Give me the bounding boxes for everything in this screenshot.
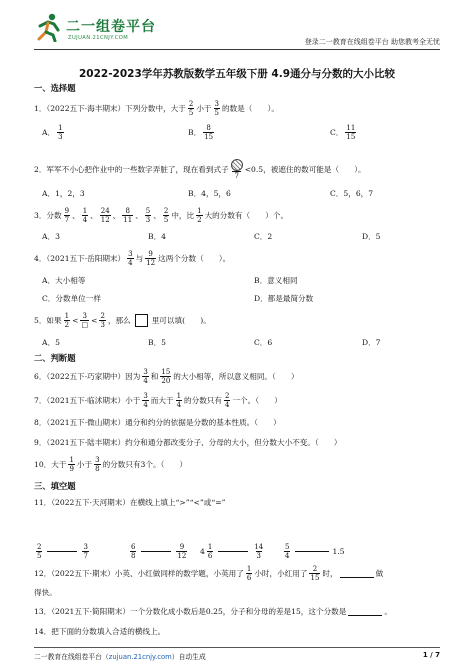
logo-url: ZUJUAN.21CNJY.COM [68, 35, 129, 41]
site-logo[interactable] [34, 12, 184, 46]
question-1 [34, 100, 279, 116]
fraction: $\frac{6}{8}$ [131, 542, 136, 560]
fraction: $\frac{9}{12}$ [146, 249, 156, 267]
header-divider [34, 49, 440, 50]
answer-blank[interactable] [295, 551, 329, 552]
fraction: $\frac{2}{3}$ [100, 311, 105, 329]
compare-pair-1 [34, 538, 91, 564]
q2-option-c[interactable]: C．5，6，7 [330, 188, 374, 198]
fraction: $\frac{1}{9}$ [69, 455, 74, 473]
answer-blank[interactable] [218, 551, 248, 552]
fraction: $\frac{9}{7}$ [64, 206, 70, 224]
logo-text: 二一组卷平台 [66, 19, 156, 35]
fraction: $\frac{3}{4}$ [143, 367, 148, 385]
footer-link[interactable]: zujuan.21cnjy.com [108, 653, 172, 661]
fraction: $\frac{2}{15}$ [310, 564, 320, 582]
fraction: $\frac{1}{6}$ [246, 564, 252, 582]
header-slogan: 登录二一教育在线组卷平台 助您教考全无忧 [304, 38, 440, 46]
question-11: 11．（2022五下·天河期末）在横线上填上“>”“<”或“=” [34, 497, 226, 507]
fraction: $\frac{9}{12}$ [177, 542, 187, 560]
q3-option-a[interactable]: A．3 [42, 231, 60, 241]
q5-option-d[interactable]: D．7 [362, 337, 381, 347]
question-14: 14．把下面的分数填入合适的横线上。 [34, 626, 166, 636]
q5-option-c[interactable]: C．6 [254, 337, 273, 347]
q2-text-pre: 2．军军不小心把作业中的一些数字弄脏了，现在看到式子 [34, 164, 229, 174]
q4-option-c[interactable]: C．分数单位一样 [42, 293, 101, 303]
compare-pair-4: $\frac{5}{4}$ 1.5 [285, 542, 345, 560]
question-7: 7．（2021五下·临沭期末）小于 $\frac{3}{4}$ 而大于 $\frac{1}{4}$ 的分数只有 $\frac{2}{4}$ 一个。（ ） [34, 391, 282, 409]
answer-blank[interactable] [348, 607, 382, 616]
fraction: $\frac{2}{5}$ [163, 206, 169, 224]
answer-blank[interactable] [340, 569, 374, 578]
fraction: $\frac{3}{8}$ [95, 455, 100, 473]
question-5: 5．如果 $\frac{1}{2}$ < $\frac{3}{□}$ < $\frac{2}{3}$ ，那么 里可以填( )。 [34, 311, 211, 329]
q3-option-d[interactable]: D．5 [362, 231, 381, 241]
answer-blank[interactable] [141, 551, 171, 552]
runner-logo-icon [34, 12, 62, 42]
fraction: $\frac{3}{4}$ [128, 249, 133, 267]
compare-pair-3: 4 $\frac{1}{6}$ $\frac{14}{3}$ [200, 542, 264, 560]
section-heading-judge: 二、判断题 [34, 353, 76, 363]
fraction: $\frac{1}{2}$ [64, 311, 70, 329]
fraction: $\frac{1}{4}$ [176, 391, 182, 409]
footer-text: 二一教育在线组卷平台（zujuan.21cnjy.com）自动生成 [34, 653, 206, 661]
q1-option-a[interactable]: A． $\frac{1}{3}$ [42, 123, 63, 141]
question-13: 13．（2021五下·简阳期末）一个分数化成小数后是0.25，分子和分母的差是15，这个分数是 。 [34, 606, 392, 616]
fraction: $\frac{1}{6}$ [207, 542, 213, 560]
fraction: $\frac{3}{7}$ [83, 542, 88, 560]
q4-option-d[interactable]: D．都是最简分数 [254, 293, 314, 303]
question-6: 6．（2022五下·巧家期中）因为 $\frac{3}{4}$ 和 $\frac{15}{20}$ 的大小相等，所以意义相同。（ ） [34, 367, 299, 385]
covered-fraction: 7 [231, 159, 243, 180]
fraction: $\frac{24}{12}$ [100, 206, 110, 224]
fraction: $\frac{8}{11}$ [123, 206, 133, 224]
fraction: $\frac{2}{5}$ [188, 99, 194, 117]
fraction: $\frac{5}{4}$ [285, 542, 290, 560]
blank-box [135, 314, 148, 327]
question-8: 8．（2021五下·微山期末）通分和约分的依据是分数的基本性质。（ ） [34, 417, 281, 427]
q3-option-c[interactable]: C．2 [254, 231, 273, 241]
q5-option-a[interactable]: A．5 [42, 337, 60, 347]
q2-option-a[interactable]: A．1，2，3 [42, 188, 85, 198]
question-2 [34, 158, 366, 180]
smudge-icon [231, 159, 243, 171]
q1-text-pre: 1．（2022五下·海丰期末）下列分数中，大于 [34, 103, 186, 113]
compare-pair-2 [128, 538, 189, 564]
q1-option-b[interactable]: B． $\frac{8}{15}$ [188, 123, 214, 141]
fraction: $\frac{14}{3}$ [254, 542, 264, 560]
question-3: 3．分数 $\frac{9}{7}$ 、 $\frac{1}{4}$ 、 $\frac{24}{12}$ 、 $\frac{8}{11}$ 、 $\frac{5}{3}$ 、 $\frac{2}{5}$ 中，比 $\frac{1}{2}$ 大的分数有（ ）个。 [34, 206, 289, 224]
page-number: 1 / 7 [422, 651, 440, 659]
fraction: $\frac{15}{20}$ [161, 367, 171, 385]
question-12: 12．（2022五下·期末）小英、小红做同样的数学题，小英用了 $\frac{1}{6}$ 小时，小红用了 $\frac{2}{15}$ 时， 做 [34, 564, 384, 582]
fraction: $\frac{1}{2}$ [197, 206, 202, 224]
footer-divider [34, 647, 440, 648]
q3-option-b[interactable]: B．4 [148, 231, 167, 241]
section-heading-choice: 一、选择题 [34, 83, 76, 93]
question-4: 4．（2021五下·岳阳期末） $\frac{3}{4}$ 与 $\frac{9}{12}$ 这两个分数（ ）。 [34, 249, 231, 267]
question-12-cont: 得快。 [34, 587, 57, 597]
q1-option-c[interactable]: C． $\frac{11}{15}$ [330, 123, 356, 141]
q2-option-b[interactable]: B．4，5，6 [188, 188, 231, 198]
section-heading-fill: 三、填空题 [34, 481, 76, 491]
fraction: $\frac{5}{3}$ [145, 206, 151, 224]
q1-text-mid: 小于 [196, 103, 212, 113]
answer-blank[interactable] [47, 551, 77, 552]
q4-option-b[interactable]: B．意义相同 [254, 275, 298, 285]
fraction: $\frac{1}{4}$ [82, 206, 88, 224]
q4-option-a[interactable]: A．大小相等 [42, 275, 86, 285]
fraction: $\frac{2}{4}$ [225, 391, 230, 409]
question-10: 10．大于 $\frac{1}{9}$ 小于 $\frac{3}{8}$ 的分数只有3个。（ ） [34, 455, 188, 473]
fraction: $\frac{2}{5}$ [37, 542, 42, 560]
question-9: 9．（2021五下·陆丰期末）约分和通分都改变分子、分母的大小，但分数大小不变。（ ） [34, 437, 342, 447]
page-title: 2022-2023学年苏教版数学五年级下册 4.9通分与分数的大小比较 [78, 68, 396, 80]
fraction: $\frac{3}{□}$ [81, 311, 89, 329]
q2-text-post: <0.5，被遮住的数可能是（ ）。 [244, 164, 366, 174]
page-header [0, 0, 474, 56]
fraction: $\frac{3}{4}$ [143, 391, 148, 409]
q5-option-b[interactable]: B．5 [148, 337, 167, 347]
q1-text-post: 的数是（ ）。 [222, 103, 279, 113]
fraction: $\frac{3}{5}$ [214, 99, 219, 117]
